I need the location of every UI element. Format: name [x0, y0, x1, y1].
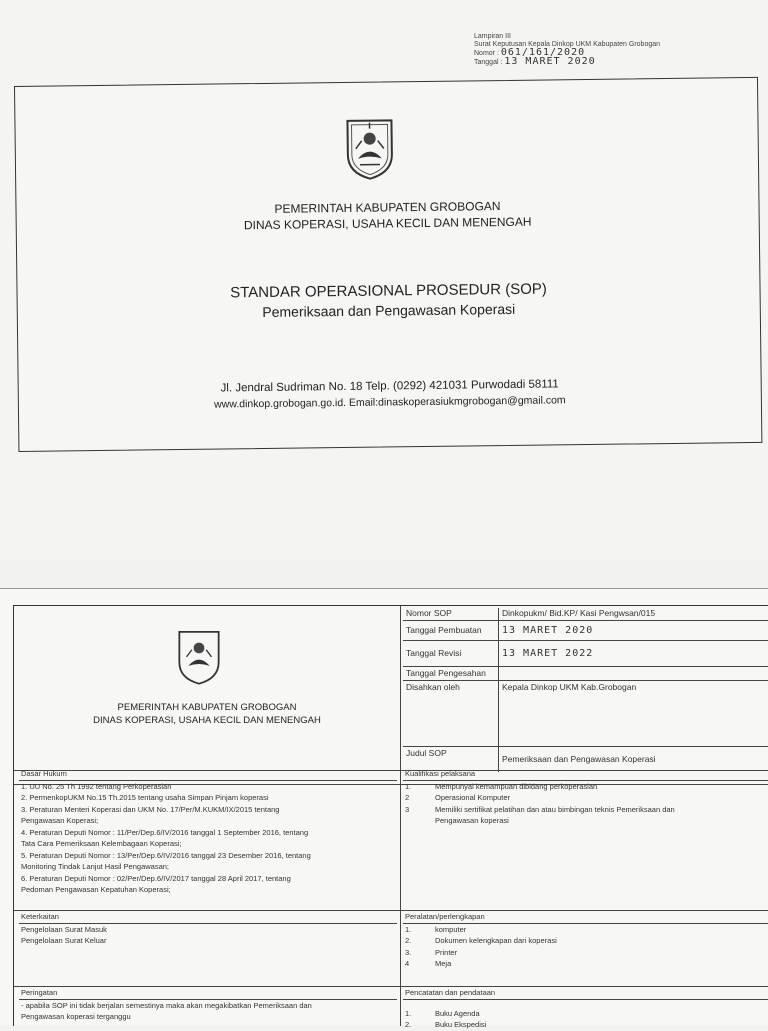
pencatatan-heading: Pencatatan dan pendataan — [403, 987, 768, 1000]
cover-frame — [14, 77, 762, 452]
form-org-line2: DINAS KOPERASI, USAHA KECIL DAN MENENGAH — [93, 715, 321, 726]
dasar-hukum-line: 6. Peraturan Deputi Nomor : 02/Per/Dep.6/IV/2017 tanggal 28 April 2017, tentang — [21, 873, 291, 883]
meta-row: Nomor SOP Dinkopukm/ Bid.KP/ Kasi Pengwsan/015 — [403, 606, 768, 621]
dasar-hukum-line: 4. Peraturan Deputi Nomor : 11/Per/Dep.6/IV/2016 tanggal 1 September 2016, tentang — [21, 827, 309, 837]
dasar-hukum-line: Monitoring Tindak Lanjut Hasil Pengawasan; — [21, 862, 170, 871]
form-header-left — [14, 606, 400, 756]
dasar-hukum-line: 3. Peraturan Menteri Koperasi dan UKM No. 17/Per/M.KUKM/IX/2015 tentang — [21, 804, 280, 814]
cover-org-line2: DINAS KOPERASI, USAHA KECIL DAN MENENGAH — [243, 214, 532, 233]
dasar-hukum-line: 2. PermenkopUKM No.15 Th.2015 tentang usaha Simpan Pinjam koperasi — [21, 793, 269, 802]
keterkaitan-section — [19, 911, 397, 947]
peringatan-section — [19, 987, 397, 1023]
peringatan-heading: Peringatan — [19, 987, 397, 1000]
cover-web-email: www.dinkop.grobogan.go.id. Email:dinaskoperasiukmgrobogan@gmail.com — [214, 394, 566, 411]
meta-row: Disahkan oleh Kepala Dinkop UKM Kab.Grobogan — [403, 680, 768, 747]
keterkaitan-heading: Keterkaitan — [19, 911, 397, 924]
sop-form-page — [0, 588, 768, 1029]
kualifikasi-section — [403, 768, 768, 827]
kualifikasi-item: 2 Operasional Komputer — [405, 793, 511, 802]
kualifikasi-item: Pengawasan koperasi — [435, 816, 509, 825]
dasar-hukum-line: Pedoman Pengawasan Kepatuhan Koperasi; — [21, 885, 171, 894]
dasar-hukum-heading: Dasar Hukum — [19, 768, 397, 781]
kualifikasi-item: 1. Mempunyai kemampuan dibidang perkoperasian — [405, 781, 598, 791]
peralatan-item: 1. komputer — [405, 924, 467, 934]
peralatan-heading: Peralatan/perlengkapan — [403, 911, 768, 924]
dasar-hukum-section — [19, 768, 397, 896]
meta-row: Judul SOP Pemeriksaan dan Pengawasan Koperasi — [403, 746, 768, 771]
regency-seal-icon — [174, 626, 224, 686]
lampiran-tanggal: Tanggal : 13 MARET 2020 — [474, 56, 596, 67]
sop-table — [13, 605, 768, 1029]
regency-seal-icon — [341, 114, 398, 181]
dasar-hukum-line: Tata Cara Pemeriksaan Kelembagaan Koperasi; — [21, 839, 182, 848]
peralatan-item: 3. Printer — [405, 947, 458, 957]
peralatan-item: 4 Meja — [405, 959, 452, 968]
kualifikasi-heading: Kualifikasi pelaksana — [403, 768, 768, 781]
peringatan-line: - apabila SOP ini tidak berjalan semestinya maka akan megakibatkan Pemeriksaan dan — [21, 1000, 312, 1010]
meta-row: Tanggal Pembuatan 13 MARET 2020 — [403, 620, 768, 641]
cover-address: Jl. Jendral Sudriman No. 18 Telp. (0292) 421031 Purwodadi 58111 — [220, 378, 559, 395]
cover-org-line1: PEMERINTAH KABUPATEN GROBOGAN — [274, 199, 501, 216]
pencatatan-item: 1. Buku Agenda — [405, 1008, 480, 1018]
cover-title: STANDAR OPERASIONAL PROSEDUR (SOP) — [230, 280, 547, 302]
peralatan-section — [403, 911, 768, 970]
dasar-hukum-line: Pengawasan Koperasi; — [21, 816, 99, 825]
lampiran-line1: Lampiran III — [474, 33, 511, 40]
dasar-hukum-line: 5. Peraturan Deputi Nomor : 13/Per/Dep.6/IV/2016 tanggal 23 Desember 2016, tentang — [21, 850, 311, 860]
peralatan-item: 2. Dokumen kelengkapan dari koperasi — [405, 936, 557, 945]
peringatan-line: Pengawasan koperasi terganggu — [21, 1012, 131, 1021]
keterkaitan-line: Pengelolaan Surat Masuk — [21, 924, 107, 934]
pencatatan-item: 2. Buku Ekspedisi — [405, 1020, 487, 1029]
lampiran-line2: Surat Keputusan Kepala Dinkop UKM Kabupaten Grobogan — [474, 41, 661, 48]
dasar-hukum-line: 1. UU No. 25 Th 1992 tentang Perkoperasian — [21, 781, 172, 791]
keterkaitan-line: Pengelolaan Surat Keluar — [21, 936, 107, 945]
kualifikasi-item: 3 Memiliki sertifikat pelatihan dan atau bimbingan teknis Pemeriksaan dan — [405, 804, 675, 814]
meta-row: Tanggal Pengesahan — [403, 666, 768, 681]
lampiran-nomor: Nomor : 061/161/2020 — [474, 47, 586, 58]
lampiran-block — [474, 33, 660, 67]
form-org-line1: PEMERINTAH KABUPATEN GROBOGAN — [117, 702, 297, 713]
meta-row: Tanggal Revisi 13 MARET 2022 — [403, 640, 768, 667]
table-divider — [400, 606, 401, 1026]
cover-subtitle: Pemeriksaan dan Pengawasan Koperasi — [262, 300, 516, 320]
